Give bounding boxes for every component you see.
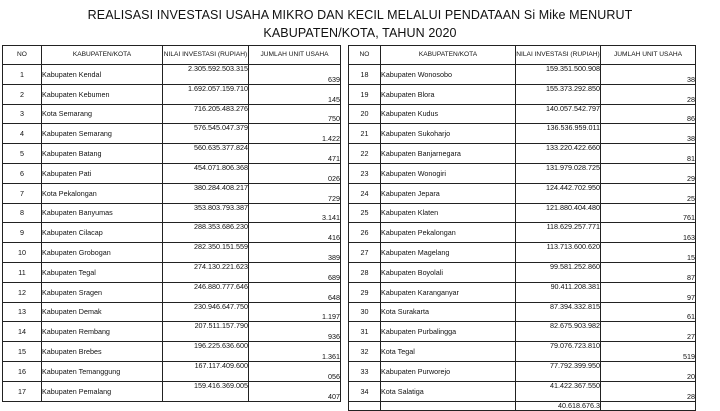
table-row <box>349 144 696 164</box>
row-number: 14 <box>3 322 42 342</box>
region-name: Kabupaten Rembang <box>42 322 163 342</box>
row-number: 22 <box>349 144 381 164</box>
unit-count: 29 <box>601 163 696 183</box>
left-data-table <box>2 45 341 402</box>
region-name: Kota Pekalongan <box>42 183 163 203</box>
region-name: Kabupaten Wonogiri <box>381 163 516 183</box>
region-name: Kabupaten Banjarnegara <box>381 144 516 164</box>
investment-value: 196.225.636.600 <box>163 342 249 362</box>
investment-value: 246.880.777.646 <box>163 282 249 302</box>
table-row <box>3 223 341 243</box>
table-row-partial <box>349 401 696 410</box>
table-row <box>3 342 341 362</box>
region-name: Kabupaten Kebumen <box>42 84 163 104</box>
row-number: 28 <box>349 262 381 282</box>
right-data-table <box>348 45 696 411</box>
region-name: Kabupaten Cilacap <box>42 223 163 243</box>
investment-value: 167.117.409.600 <box>163 361 249 381</box>
header-region: KABUPATEN/KOTA <box>381 46 516 65</box>
row-number: 12 <box>3 282 42 302</box>
region-name: Kabupaten Semarang <box>42 124 163 144</box>
unit-count: 407 <box>249 381 341 401</box>
unit-count: 27 <box>601 322 696 342</box>
table-row <box>349 342 696 362</box>
region-name: Kabupaten Grobogan <box>42 243 163 263</box>
row-number: 17 <box>3 381 42 401</box>
region-name: Kabupaten Pemalang <box>42 381 163 401</box>
region-name: Kabupaten Sukoharjo <box>381 124 516 144</box>
table-row <box>3 163 341 183</box>
unit-count: 1.197 <box>249 302 341 322</box>
region-name: Kabupaten Blora <box>381 84 516 104</box>
table-row <box>3 84 341 104</box>
table-row <box>349 104 696 124</box>
row-number: 3 <box>3 104 42 124</box>
investment-value: 560.635.377.824 <box>163 144 249 164</box>
table-row <box>3 322 341 342</box>
row-number: 24 <box>349 183 381 203</box>
investment-value: 159.351.500.908 <box>516 65 601 85</box>
region-name: Kabupaten Sragen <box>42 282 163 302</box>
investment-value: 454.071.806.368 <box>163 163 249 183</box>
region-name: Kabupaten Purworejo <box>381 361 516 381</box>
investment-value: 2.305.592.503.315 <box>163 65 249 85</box>
header-row <box>3 46 341 65</box>
unit-count: 648 <box>249 282 341 302</box>
investment-value: 576.545.047.379 <box>163 124 249 144</box>
table-row <box>349 381 696 401</box>
row-number: 34 <box>349 381 381 401</box>
unit-count: 639 <box>249 65 341 85</box>
header-investment <box>516 46 601 65</box>
row-number: 27 <box>349 243 381 263</box>
table-row <box>349 65 696 85</box>
row-number: 11 <box>3 262 42 282</box>
row-number: 6 <box>3 163 42 183</box>
header-investment-label: NILAI INVESTASI (RUPIAH) <box>163 51 248 59</box>
region-name: Kabupaten Temanggung <box>42 361 163 381</box>
unit-count: 81 <box>601 144 696 164</box>
unit-count: 28 <box>601 381 696 401</box>
unit-count: 97 <box>601 282 696 302</box>
region-name: Kabupaten Kudus <box>381 104 516 124</box>
unit-count: 38 <box>601 124 696 144</box>
unit-count: 145 <box>249 84 341 104</box>
investment-value: 136.536.959.011 <box>516 124 601 144</box>
table-row <box>3 282 341 302</box>
unit-count: 471 <box>249 144 341 164</box>
table-row <box>3 361 341 381</box>
table-row <box>349 223 696 243</box>
unit-count: 163 <box>601 223 696 243</box>
header-no: NO <box>349 46 381 65</box>
row-number: 7 <box>3 183 42 203</box>
unit-count: 86 <box>601 104 696 124</box>
page-title-line2: KABUPATEN/KOTA, TAHUN 2020 <box>263 26 457 40</box>
unit-count: 28 <box>601 84 696 104</box>
header-region: KABUPATEN/KOTA <box>42 46 163 65</box>
investment-value: 113.713.600.620 <box>516 243 601 263</box>
region-name: Kabupaten Karanganyar <box>381 282 516 302</box>
row-number: 13 <box>3 302 42 322</box>
table-row <box>349 262 696 282</box>
table-row <box>3 203 341 223</box>
investment-value: 274.130.221.623 <box>163 262 249 282</box>
row-number: 25 <box>349 203 381 223</box>
region-name: Kabupaten Purbalingga <box>381 322 516 342</box>
row-number: 8 <box>3 203 42 223</box>
unit-count: 519 <box>601 342 696 362</box>
investment-value: 140.057.542.797 <box>516 104 601 124</box>
investment-value: 288.353.686.230 <box>163 223 249 243</box>
header-row <box>349 46 696 65</box>
investment-value: 121.880.404.480 <box>516 203 601 223</box>
unit-count: 936 <box>249 322 341 342</box>
region-name: Kabupaten Klaten <box>381 203 516 223</box>
region-name: Kota Surakarta <box>381 302 516 322</box>
row-number: 26 <box>349 223 381 243</box>
table-row <box>349 322 696 342</box>
investment-value: 159.416.369.005 <box>163 381 249 401</box>
right-table-body <box>349 65 696 411</box>
unit-count: 416 <box>249 223 341 243</box>
unit-count: 87 <box>601 262 696 282</box>
row-number: 5 <box>3 144 42 164</box>
unit-count: 056 <box>249 361 341 381</box>
region-name: Kabupaten Wonosobo <box>381 65 516 85</box>
investment-value: 133.220.422.660 <box>516 144 601 164</box>
region-name: Kabupaten Tegal <box>42 262 163 282</box>
row-number: 15 <box>3 342 42 362</box>
region-name: Kabupaten Magelang <box>381 243 516 263</box>
header-no: NO <box>3 46 42 65</box>
row-number: 9 <box>3 223 42 243</box>
row-number: 2 <box>3 84 42 104</box>
table-row <box>349 84 696 104</box>
empty-cell <box>601 401 696 410</box>
region-name: Kabupaten Brebes <box>42 342 163 362</box>
unit-count: 15 <box>601 243 696 263</box>
investment-value: 118.629.257.771 <box>516 223 601 243</box>
region-name: Kota Semarang <box>42 104 163 124</box>
region-name: Kabupaten Batang <box>42 144 163 164</box>
investment-value: 40.618.676.3 <box>516 401 601 410</box>
region-name: Kabupaten Boyolali <box>381 262 516 282</box>
header-units: JUMLAH UNIT USAHA <box>601 46 696 65</box>
table-row <box>3 65 341 85</box>
table-row <box>349 203 696 223</box>
table-row <box>3 183 341 203</box>
investment-value: 1.692.057.159.710 <box>163 84 249 104</box>
row-number: 29 <box>349 282 381 302</box>
table-row <box>3 124 341 144</box>
investment-value: 282.350.151.559 <box>163 243 249 263</box>
investment-value: 79.076.723.810 <box>516 342 601 362</box>
empty-cell <box>381 401 516 410</box>
unit-count: 026 <box>249 163 341 183</box>
investment-value: 99.581.252.860 <box>516 262 601 282</box>
unit-count: 729 <box>249 183 341 203</box>
unit-count: 761 <box>601 203 696 223</box>
region-name: Kabupaten Banyumas <box>42 203 163 223</box>
row-number: 10 <box>3 243 42 263</box>
row-number: 18 <box>349 65 381 85</box>
region-name: Kota Salatiga <box>381 381 516 401</box>
region-name: Kabupaten Demak <box>42 302 163 322</box>
table-row <box>349 183 696 203</box>
row-number: 21 <box>349 124 381 144</box>
investment-value: 82.675.903.982 <box>516 322 601 342</box>
unit-count: 689 <box>249 262 341 282</box>
unit-count: 389 <box>249 243 341 263</box>
row-number: 30 <box>349 302 381 322</box>
unit-count: 1.361 <box>249 342 341 362</box>
investment-value: 87.394.332.815 <box>516 302 601 322</box>
unit-count: 3.141 <box>249 203 341 223</box>
investment-value: 716.205.483.276 <box>163 104 249 124</box>
unit-count: 25 <box>601 183 696 203</box>
investment-value: 230.946.647.750 <box>163 302 249 322</box>
row-number: 16 <box>3 361 42 381</box>
table-row <box>349 282 696 302</box>
row-number: 23 <box>349 163 381 183</box>
table-row <box>349 302 696 322</box>
row-number: 33 <box>349 361 381 381</box>
left-table-body <box>3 65 341 402</box>
region-name: Kota Tegal <box>381 342 516 362</box>
unit-count: 61 <box>601 302 696 322</box>
table-row <box>3 104 341 124</box>
unit-count: 1.422 <box>249 124 341 144</box>
table-row <box>349 361 696 381</box>
investment-value: 41.422.367.550 <box>516 381 601 401</box>
unit-count: 20 <box>601 361 696 381</box>
unit-count: 38 <box>601 65 696 85</box>
investment-value: 380.284.408.217 <box>163 183 249 203</box>
investment-value: 353.803.793.387 <box>163 203 249 223</box>
unit-count: 750 <box>249 104 341 124</box>
table-row <box>3 381 341 401</box>
row-number: 31 <box>349 322 381 342</box>
table-row <box>349 163 696 183</box>
investment-value: 155.373.292.850 <box>516 84 601 104</box>
investment-value: 90.411.208.381 <box>516 282 601 302</box>
row-number: 20 <box>349 104 381 124</box>
investment-value: 77.792.399.950 <box>516 361 601 381</box>
investment-value: 124.442.702.950 <box>516 183 601 203</box>
table-row <box>3 302 341 322</box>
table-row <box>3 243 341 263</box>
header-investment-label: NILAI INVESTASI (RUPIAH) <box>516 51 600 59</box>
table-row <box>349 243 696 263</box>
row-number: 19 <box>349 84 381 104</box>
page-title-line1: REALISASI INVESTASI USAHA MIKRO DAN KECIL MELALUI PENDATAAN Si Mike MENURUT <box>87 8 633 22</box>
empty-cell <box>349 401 381 410</box>
region-name: Kabupaten Pati <box>42 163 163 183</box>
table-row <box>3 144 341 164</box>
investment-value: 131.979.028.725 <box>516 163 601 183</box>
header-units: JUMLAH UNIT USAHA <box>249 46 341 65</box>
table-row <box>349 124 696 144</box>
region-name: Kabupaten Pekalongan <box>381 223 516 243</box>
region-name: Kabupaten Jepara <box>381 183 516 203</box>
row-number: 4 <box>3 124 42 144</box>
header-investment <box>163 46 249 65</box>
investment-value: 207.511.157.790 <box>163 322 249 342</box>
row-number: 32 <box>349 342 381 362</box>
table-row <box>3 262 341 282</box>
row-number: 1 <box>3 65 42 85</box>
region-name: Kabupaten Kendal <box>42 65 163 85</box>
